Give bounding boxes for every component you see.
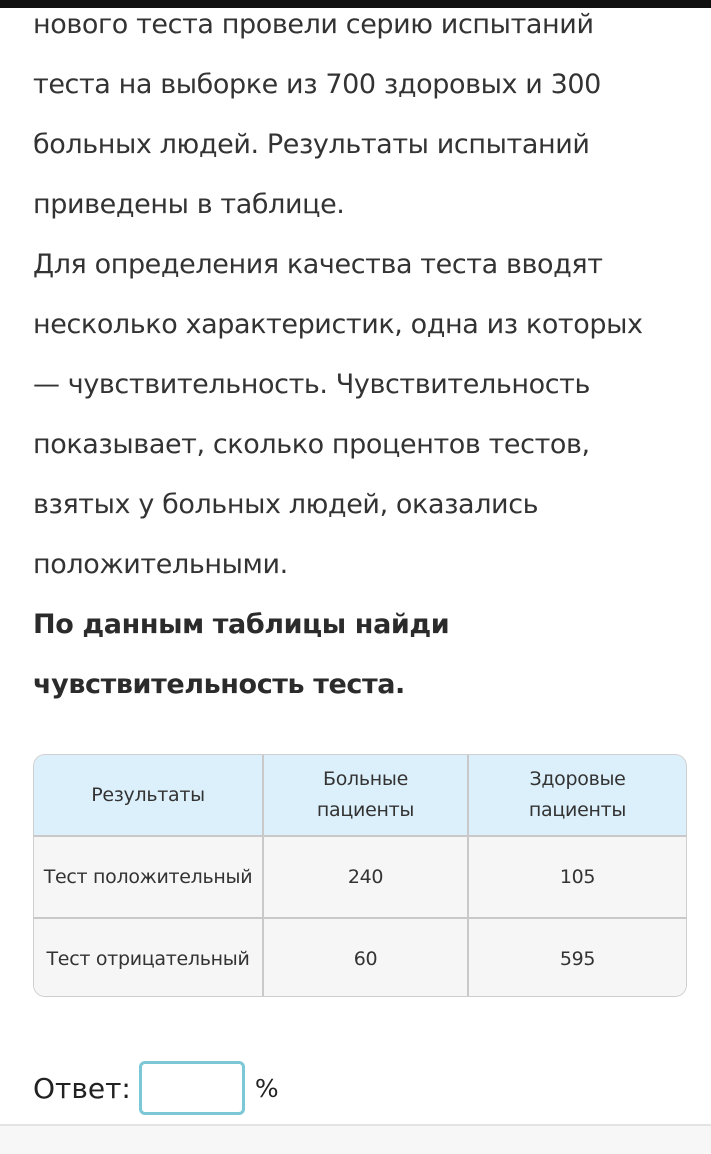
answer-label: Ответ: <box>33 1071 131 1105</box>
table-row <box>34 918 686 997</box>
bottom-bar <box>0 1126 711 1154</box>
problem-line: теста на выборке из 700 здоровых и 300 <box>33 69 601 100</box>
results-table-container <box>33 754 687 997</box>
results-table <box>34 755 686 997</box>
cell-value: 60 <box>263 918 468 997</box>
table-header-row <box>34 755 686 836</box>
row-label: Тест положительный <box>34 836 263 918</box>
answer-row <box>33 1058 279 1118</box>
problem-line: взятых у больных людей, оказались <box>33 489 539 520</box>
problem-line: положительными. <box>33 549 288 580</box>
problem-text <box>33 0 693 715</box>
question-line: чувствительность теста. <box>33 669 405 700</box>
problem-line: Для определения качества теста вводят <box>33 249 603 280</box>
problem-line: приведены в таблице. <box>33 189 345 220</box>
problem-line: показывает, сколько процентов тестов, <box>33 429 590 460</box>
problem-line: больных людей. Результаты испытаний <box>33 129 590 160</box>
header-results: Результаты <box>34 755 263 836</box>
answer-unit: % <box>254 1073 279 1103</box>
problem-line: несколько характеристик, одна из которых <box>33 309 643 340</box>
header-sick-patients: Больные пациенты <box>263 755 468 836</box>
problem-line: нового теста провели серию испытаний <box>33 9 594 40</box>
row-label: Тест отрицательный <box>34 918 263 997</box>
question-line: По данным таблицы найди <box>33 609 450 640</box>
header-healthy-patients: Здоровые пациенты <box>468 755 686 836</box>
cell-value: 105 <box>468 836 686 918</box>
answer-input[interactable] <box>139 1061 245 1115</box>
cell-value: 595 <box>468 918 686 997</box>
table-row <box>34 836 686 918</box>
cell-value: 240 <box>263 836 468 918</box>
problem-line: — чувствительность. Чувствительность <box>33 369 590 400</box>
